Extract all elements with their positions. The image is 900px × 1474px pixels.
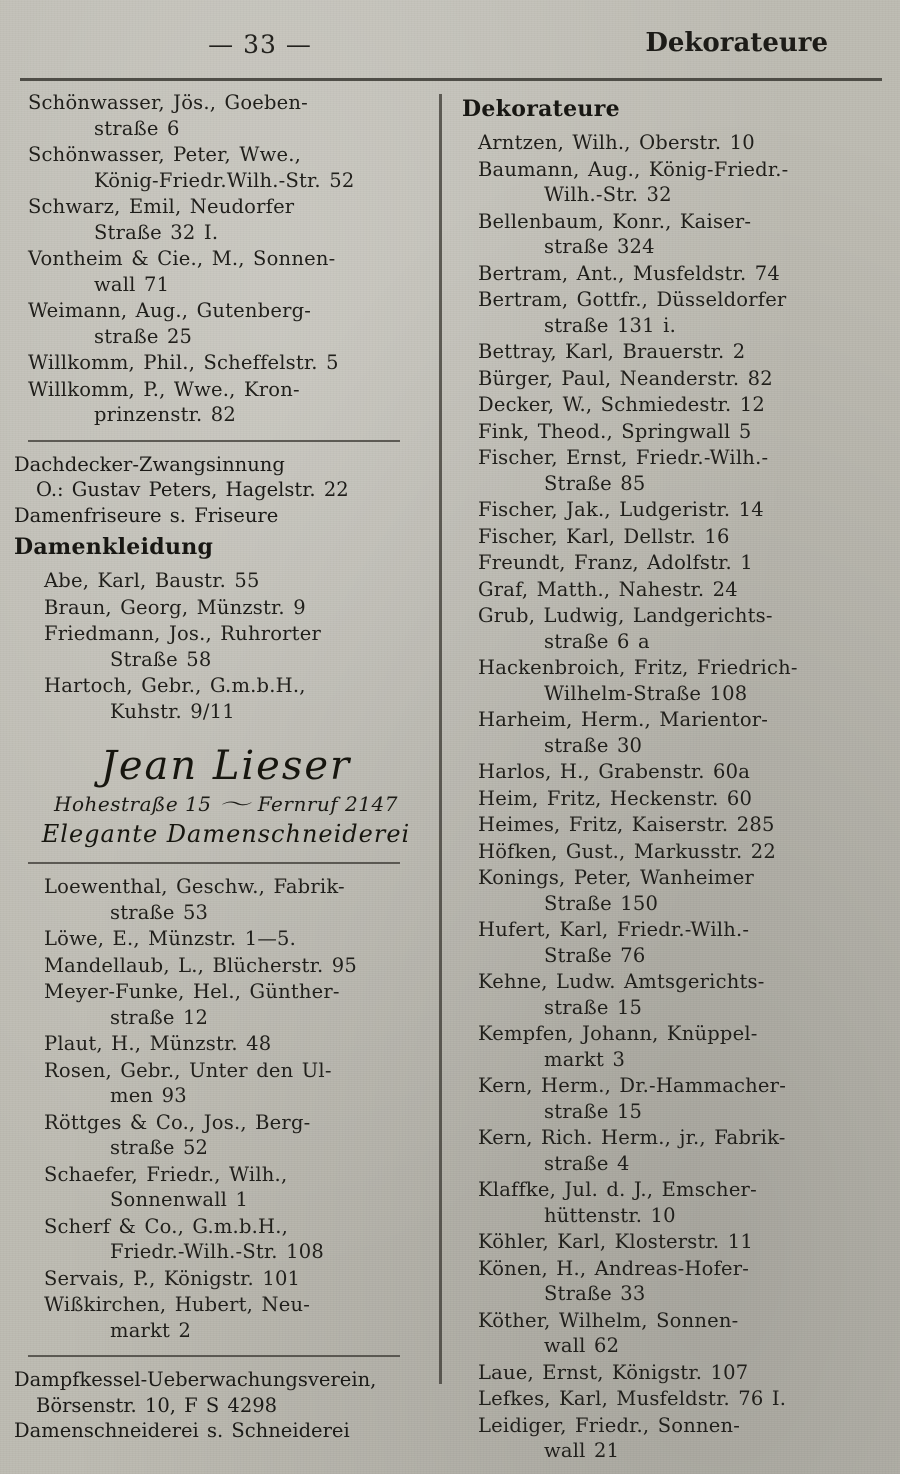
entry-line: Köhler, Karl, Klosterstr. 11 <box>478 1230 753 1253</box>
list-item <box>478 392 858 418</box>
entry-line: Heim, Fritz, Heckenstr. 60 <box>478 786 753 810</box>
list-item <box>478 603 858 654</box>
entry-line: Grub, Ludwig, Landgerichts- <box>478 604 773 627</box>
dachdecker-title: Dachdecker-Zwangsinnung <box>14 452 285 476</box>
damenkleidung-list-1 <box>44 568 424 724</box>
entry-cont: Straße 32 I. <box>94 220 219 244</box>
list-item <box>478 1308 858 1359</box>
list-item <box>28 142 424 193</box>
entry-cont: Straße 150 <box>544 891 659 915</box>
entry-line: Harlos, H., Grabenstr. 60a <box>478 760 751 783</box>
dampfkessel-entry <box>14 1367 424 1418</box>
list-item <box>44 568 424 594</box>
entry-line: Wißkirchen, Hubert, Neu- <box>44 1293 311 1316</box>
ad-address: Hohestraße 15 <box>54 792 212 816</box>
section-separator <box>28 440 400 442</box>
list-item <box>44 1214 424 1265</box>
entry-line: Braun, Georg, Münzstr. 9 <box>44 595 306 619</box>
entry-line: Heimes, Fritz, Kaiserstr. 285 <box>478 813 775 836</box>
entry-cont: straße 12 <box>110 1005 209 1029</box>
list-item <box>478 287 858 338</box>
list-item <box>478 1256 858 1307</box>
entry-line: Meyer-Funke, Hel., Günther- <box>44 980 340 1003</box>
list-item <box>28 194 424 245</box>
list-item <box>44 1292 424 1343</box>
list-item <box>478 786 858 812</box>
left-column <box>14 90 424 1442</box>
ad-phone: Fernruf 2147 <box>257 792 398 816</box>
entry-line: Plaut, H., Münzstr. 48 <box>44 1032 272 1055</box>
list-item <box>44 1162 424 1213</box>
page-header <box>0 30 900 74</box>
entry-line: Fischer, Ernst, Friedr.-Wilh.- <box>478 446 769 469</box>
entry-line: Fischer, Jak., Ludgeristr. 14 <box>478 498 764 521</box>
entry-line: Hackenbroich, Fritz, Friedrich- <box>478 656 798 679</box>
entry-cont: straße 15 <box>544 1099 643 1123</box>
entry-line: Bertram, Ant., Musfeldstr. 74 <box>478 261 780 285</box>
list-item <box>44 1058 424 1109</box>
entry-cont: Straße 85 <box>544 471 646 495</box>
list-item <box>478 1125 858 1176</box>
list-item <box>44 1266 424 1292</box>
entry-line: Konings, Peter, Wanheimer <box>478 866 754 889</box>
columns-area <box>14 90 882 1462</box>
column-divider <box>439 94 442 1384</box>
entry-cont: straße 6 a <box>544 629 650 653</box>
list-item <box>478 445 858 496</box>
ad-contact-line <box>28 790 424 818</box>
list-item <box>44 979 424 1030</box>
entry-line: Rosen, Gebr., Unter den Ul- <box>44 1058 332 1082</box>
list-item <box>478 577 858 603</box>
entry-cont: Straße 58 <box>110 647 212 671</box>
list-item <box>478 1386 858 1412</box>
list-item <box>28 90 424 141</box>
list-item <box>44 673 424 724</box>
entry-cont: wall 21 <box>544 1439 620 1462</box>
ad-business-name: Jean Lieser <box>100 743 352 789</box>
entry-cont: straße 52 <box>110 1136 209 1159</box>
entry-cont: straße 53 <box>110 900 209 924</box>
entry-cont: prinzenstr. 82 <box>94 403 237 426</box>
list-item <box>28 246 424 297</box>
ad-separator <box>28 862 400 864</box>
entry-line: Loewenthal, Geschw., Fabrik- <box>44 875 345 898</box>
list-item <box>44 953 424 979</box>
list-item <box>478 1229 858 1255</box>
entry-cont: Kuhstr. 9/11 <box>110 699 235 723</box>
entry-line: Kempfen, Johann, Knüppel- <box>478 1022 758 1045</box>
entry-line: Servais, P., Königstr. 101 <box>44 1266 301 1290</box>
entry-line: Friedmann, Jos., Ruhrorter <box>44 622 321 645</box>
dampfkessel-separator <box>28 1355 400 1357</box>
list-item <box>478 209 858 260</box>
entry-cont: straße 324 <box>544 235 655 258</box>
damenkleidung-heading <box>14 532 424 562</box>
entry-line: Arntzen, Wilh., Oberstr. 10 <box>478 131 755 154</box>
list-item <box>478 419 858 445</box>
damenschneiderei-crossref: Damenschneiderei s. Schneiderei <box>14 1419 350 1442</box>
list-item <box>478 366 858 392</box>
entry-line: Fink, Theod., Springwall 5 <box>478 419 752 443</box>
entry-line: Harheim, Herm., Marientor- <box>478 708 769 731</box>
entry-line: Schönwasser, Peter, Wwe., <box>28 143 301 166</box>
entry-line: Leidiger, Friedr., Sonnen- <box>478 1413 741 1437</box>
entry-line: Kern, Herm., Dr.-Hammacher- <box>478 1074 786 1097</box>
running-head: Dekorateure <box>645 28 828 58</box>
entry-cont: straße 30 <box>544 733 643 757</box>
list-item <box>478 839 858 865</box>
entry-line: Kern, Rich. Herm., jr., Fabrik- <box>478 1126 786 1149</box>
entry-line: Bertram, Gottfr., Düsseldorfer <box>478 288 787 311</box>
entry-line: Hufert, Karl, Friedr.-Wilh.- <box>478 918 750 941</box>
entry-line: Könen, H., Andreas-Hofer- <box>478 1256 750 1280</box>
entry-cont: Wilhelm-Straße 108 <box>544 681 748 705</box>
entry-line: Freundt, Franz, Adolfstr. 1 <box>478 551 753 574</box>
dekorateure-list <box>478 130 858 1464</box>
entry-line: Schaefer, Friedr., Wilh., <box>44 1162 288 1186</box>
list-item <box>44 621 424 672</box>
dampfkessel-line2: Börsenstr. 10, F S 4298 <box>36 1393 278 1417</box>
entry-line: Laue, Ernst, Königstr. 107 <box>478 1360 749 1384</box>
entry-cont: Straße 76 <box>544 943 646 967</box>
damenkleidung-title: Damenkleidung <box>14 534 214 560</box>
entry-line: Scherf & Co., G.m.b.H., <box>44 1214 289 1238</box>
list-item <box>478 759 858 785</box>
list-item <box>478 1021 858 1072</box>
right-column <box>462 90 858 1462</box>
list-item <box>28 350 424 376</box>
entry-cont: wall 71 <box>94 272 170 296</box>
entry-line: Baumann, Aug., König-Friedr.- <box>478 157 789 181</box>
list-item <box>478 524 858 550</box>
entry-line: Mandellaub, L., Blücherstr. 95 <box>44 953 357 977</box>
entry-line: Willkomm, Phil., Scheffelstr. 5 <box>28 351 339 374</box>
list-item <box>44 874 424 925</box>
entry-line: Höfken, Gust., Markusstr. 22 <box>478 839 776 863</box>
entry-line: Fischer, Karl, Dellstr. 16 <box>478 524 730 548</box>
dekorateure-title: Dekorateure <box>462 96 620 122</box>
entry-line: Graf, Matth., Nahestr. 24 <box>478 577 738 601</box>
dachdecker-detail: O.: Gustav Peters, Hagelstr. 22 <box>36 478 349 501</box>
entry-line: Kehne, Ludw. Amtsgerichts- <box>478 970 765 993</box>
entry-cont: markt 2 <box>110 1318 192 1342</box>
list-item <box>44 926 424 952</box>
entry-line: Schwarz, Emil, Neudorfer <box>28 195 295 218</box>
list-item <box>478 1360 858 1386</box>
dachdecker-heading <box>14 452 424 503</box>
list-item <box>478 655 858 706</box>
list-item <box>44 595 424 621</box>
continued-entry-list <box>28 90 424 428</box>
entry-line: Bellenbaum, Konr., Kaiser- <box>478 209 752 233</box>
list-item <box>478 969 858 1020</box>
entry-line: Schönwasser, Jös., Goeben- <box>28 91 308 114</box>
list-item <box>478 157 858 208</box>
entry-line: Löwe, E., Münzstr. 1—5. <box>44 927 297 950</box>
entry-cont: markt 3 <box>544 1047 626 1071</box>
entry-cont: straße 131 i. <box>544 313 677 337</box>
list-item <box>478 339 858 365</box>
entry-cont: hüttenstr. 10 <box>544 1203 676 1227</box>
advertisement-jean-lieser <box>28 742 424 850</box>
dampfkessel-line1: Dampfkessel-Ueberwachungsverein, <box>14 1368 377 1391</box>
entry-line: Bürger, Paul, Neanderstr. 82 <box>478 366 773 390</box>
entry-line: Weimann, Aug., Gutenberg- <box>28 299 312 322</box>
entry-cont: Straße 33 <box>544 1282 646 1305</box>
list-item <box>478 497 858 523</box>
entry-cont: straße 15 <box>544 995 643 1019</box>
entry-line: Lefkes, Karl, Musfeldstr. 76 I. <box>478 1387 787 1410</box>
list-item <box>478 550 858 576</box>
ad-tagline: Elegante Damenschneiderei <box>41 820 411 848</box>
entry-cont: Wilh.-Str. 32 <box>544 183 672 206</box>
list-item <box>478 865 858 916</box>
list-item <box>478 1413 858 1464</box>
entry-cont: König-Friedr.Wilh.-Str. 52 <box>94 168 355 192</box>
entry-line: Vontheim & Cie., M., Sonnen- <box>28 247 336 270</box>
list-item <box>44 1110 424 1161</box>
damenkleidung-list-2 <box>44 874 424 1343</box>
list-item <box>478 917 858 968</box>
entry-line: Abe, Karl, Baustr. 55 <box>44 569 260 592</box>
entry-cont: straße 25 <box>94 324 193 348</box>
header-rule <box>20 78 882 81</box>
list-item <box>478 707 858 758</box>
entry-line: Bettray, Karl, Brauerstr. 2 <box>478 340 746 363</box>
list-item <box>478 261 858 287</box>
list-item <box>478 130 858 156</box>
entry-cont: straße 6 <box>94 116 180 140</box>
damenfriseure-crossref: Damenfriseure s. Friseure <box>14 503 279 527</box>
entry-line: Klaffke, Jul. d. J., Emscher- <box>478 1178 757 1201</box>
entry-cont: wall 62 <box>544 1334 620 1357</box>
entry-line: Hartoch, Gebr., G.m.b.H., <box>44 674 306 697</box>
list-item <box>478 1177 858 1228</box>
entry-line: Willkomm, P., Wwe., Kron- <box>28 377 300 401</box>
entry-line: Decker, W., Schmiedestr. 12 <box>478 393 766 416</box>
dekorateure-heading <box>462 94 858 124</box>
folio-number: — 33 — <box>208 30 312 59</box>
list-item <box>478 1073 858 1124</box>
entry-line: Röttges & Co., Jos., Berg- <box>44 1110 311 1134</box>
entry-cont: Sonnenwall 1 <box>110 1188 249 1211</box>
list-item <box>44 1031 424 1057</box>
entry-cont: Friedr.-Wilh.-Str. 108 <box>110 1240 324 1263</box>
list-item <box>478 812 858 838</box>
entry-cont: straße 4 <box>544 1151 630 1175</box>
list-item <box>28 298 424 349</box>
entry-cont: men 93 <box>110 1084 187 1107</box>
entry-line: Köther, Wilhelm, Sonnen- <box>478 1308 739 1332</box>
list-item <box>28 377 424 428</box>
ornament-icon: 〜 <box>218 792 252 816</box>
